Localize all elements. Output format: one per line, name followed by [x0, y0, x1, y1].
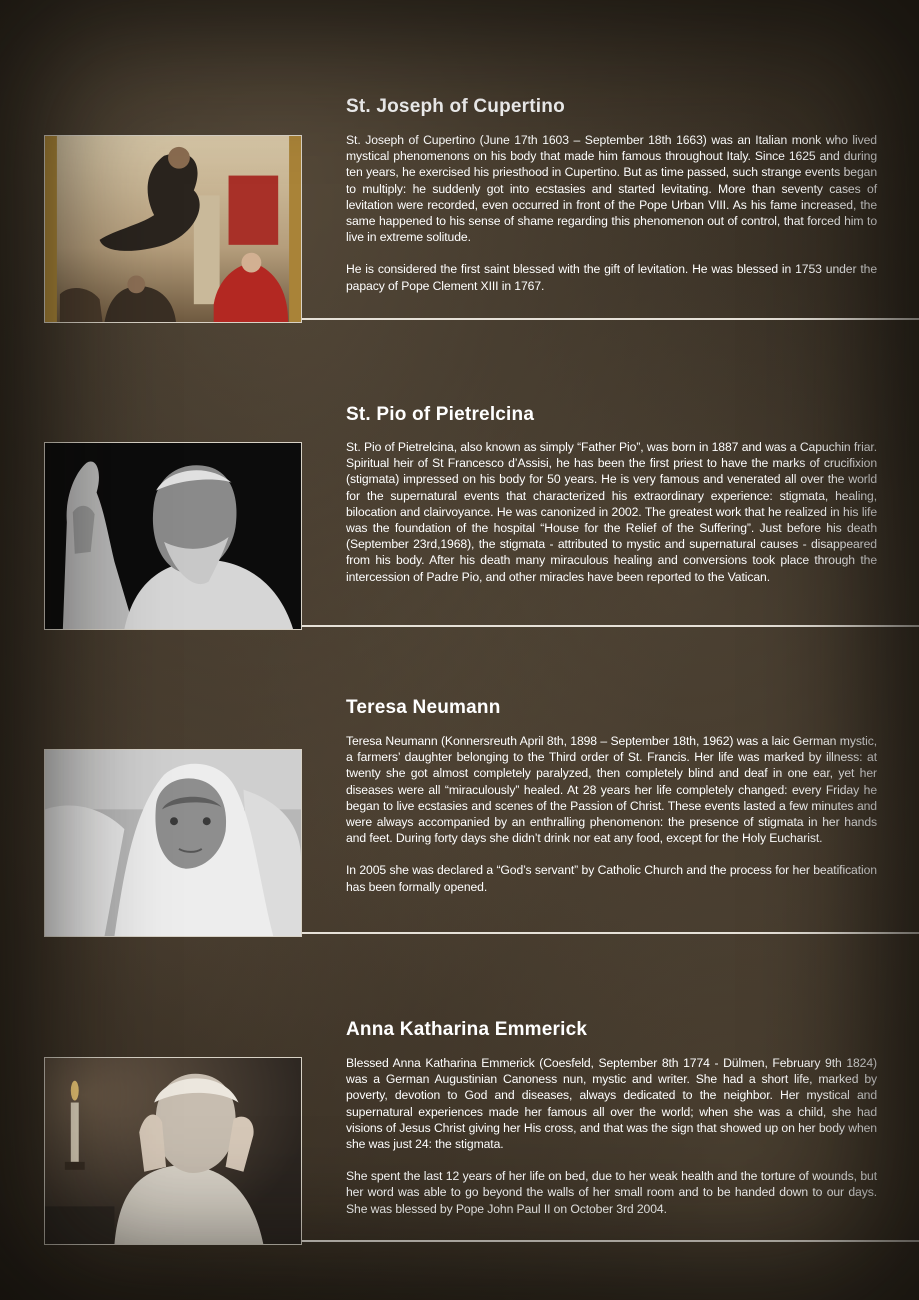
body-paragraph: He is considered the first saint blessed with the gift of levitation. He was blessed in 1753 under the papacy of Pope Clement XIII in 1767. [346, 262, 877, 293]
body-paragraph: In 2005 she was declared a “God’s servant” by Catholic Church and the process for her beatification has been formally opened. [346, 863, 877, 894]
section-title: Teresa Neumann [346, 697, 501, 718]
body-paragraph: She spent the last 12 years of her life on bed, due to her weak health and the torture of wounds, but her word was able to go beyond the walls of her small room and to be handed down to our days. She was blessed by Pope John Paul II on October 3rd 2004. [346, 1169, 877, 1216]
section-body [346, 1055, 877, 1217]
section-body [346, 132, 877, 294]
section-divider [302, 625, 919, 627]
body-paragraph: Teresa Neumann (Konnersreuth April 8th, 1898 – September 18th, 1962) was a laic German mystic, a farmers’ daughter belonging to the Third order of St. Francis. Her life was marked by illness: at twenty she got almost completely paralyzed, then completely blind and deaf in one ear, yet her diseases were all “miraculously” healed. At 28 years her life completely changed: every Friday he began to live ecstasies and scenes of the Passion of Christ. These events lasted a few minutes and were always accompanied by an enthralling phenomenon: the presence of stigmata in her hands and feet. During forty days she didn’t drink nor eat any food, except for the Holy Eucharist. [346, 734, 877, 846]
painting-emmerick-image [44, 1057, 302, 1245]
section-title: Anna Katharina Emmerick [346, 1019, 588, 1040]
section-divider [302, 1240, 919, 1242]
photo-padre-pio-image [44, 442, 302, 630]
section-title: St. Joseph of Cupertino [346, 96, 565, 117]
body-paragraph: St. Joseph of Cupertino (June 17th 1603 – September 18th 1663) was an Italian monk who lived mystical phenomenons on his body that made him famous throughout Italy. Since 1625 and during ten years, he exercised his priesthood in Cupertino. But as time passed, such strange events began to multiply: he suddenly got into ecstasies and started levitating. More than seventy cases of levitation were recorded, even occurred in front of the Pope Urban VIII. As his fame increased, the same happened to his sense of shame regarding this phenomenon out of control, that forced him to live in extreme solitude. [346, 133, 877, 245]
body-paragraph: Blessed Anna Katharina Emmerick (Coesfeld, September 8th 1774 - Dülmen, February 9th 1824) was a German Augustinian Canoness nun, mystic and writer. She had a short life, marked by poverty, devotion to God and diseases, always dedicated to the neighbor. Her mystical and supernatural experiences made her famous all over the world; when she was a child, she had visions of Jesus Christ giving her His cross, and that was the sign that showed up on her body when she was just 24: the stigmata. [346, 1056, 877, 1152]
body-paragraph: St. Pio of Pietrelcina, also known as simply “Father Pio”, was born in 1887 and was a Capuchin friar. Spiritual heir of St Francesco d’Assisi, he has been the first priest to have the marks of crucifixion (stigmata) impressed on his body for 50 years. He is very famous and venerated all over the world for the supernatural events that characterized his extraordinary experience: stigmata, healing, bilocation and clairvoyance. He was canonized in 2002. The greatest work that he realized in his life was the foundation of the hospital “House for the Relief of the Suffering”. Just before his death (September 23rd,1968), the stigmata - attributed to mystic and supernatural causes - disappeared from his body. After his death many miraculous healing and conversions took place through the intercession of Padre Pio, and other miracles have been reported to the Vatican. [346, 440, 877, 584]
photo-teresa-neumann-image [44, 749, 302, 937]
section-body [346, 733, 877, 895]
section-divider [302, 932, 919, 934]
section-body [346, 439, 877, 585]
section-divider [302, 318, 919, 320]
painting-levitation-image [44, 135, 302, 323]
section-title: St. Pio of Pietrelcina [346, 404, 535, 425]
